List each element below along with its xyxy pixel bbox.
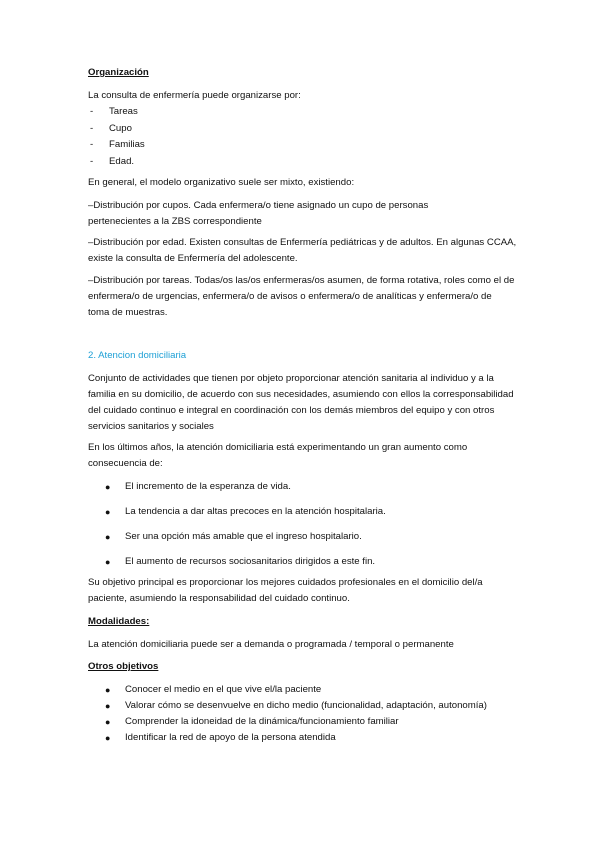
atencion-objetivo: Su objetivo principal es proporcionar los mejores cuidados profesionales en el domicilio del/a paciente, asumiendo la responsabilidad del cuidado continuo. xyxy=(88,577,483,604)
list-item: - Tareas xyxy=(88,104,518,121)
distribucion-edad: –Distribución por edad. Existen consultas de Enfermería pediátricas y de adultos. En algunas CCAA, existe la consulta de Enfermería del adolescente. xyxy=(88,237,517,264)
heading-modalidades: Modalidades: xyxy=(88,616,150,627)
modalidades-text: La atención domiciliaria puede ser a demanda o programada / temporal o permanente xyxy=(88,639,454,650)
heading-otros-objetivos: Otros objetivos xyxy=(88,661,159,672)
list-item: - Familias xyxy=(88,137,518,154)
bullet-icon: ● xyxy=(105,532,111,542)
distribucion-cupos: –Distribución por cupos. Cada enfermera/o tiene asignado un cupo de personas pertenecientes a la ZBS correspondiente xyxy=(88,200,429,227)
list-item: ● Valorar cómo se desenvuelve en dicho medio (funcionalidad, adaptación, autonomía) xyxy=(88,698,518,714)
list-item: ● El incremento de la esperanza de vida. xyxy=(88,479,518,504)
heading-organizacion: Organización xyxy=(88,67,149,78)
atencion-aumento: En los últimos años, la atención domiciliaria está experimentando un gran aumento como consecuencia de: xyxy=(88,442,468,469)
list-item: ● Ser una opción más amable que el ingreso hospitalario. xyxy=(88,529,518,554)
bullet-icon: ● xyxy=(105,701,111,711)
causas-list xyxy=(88,479,518,579)
list-item: ● Identificar la red de apoyo de la persona atendida xyxy=(88,730,518,746)
list-item: - Cupo xyxy=(88,121,518,138)
bullet-icon: ● xyxy=(105,482,111,492)
atencion-definition: Conjunto de actividades que tienen por objeto proporcionar atención sanitaria al individuo y a la familia en su domicilio, de acuerdo con sus necesidades, asumiendo con ellos la corresponsabilidad del cuidado continuo e integral en coordinación con los demás miembros del equipo y con otros servicios sanitarios y sociales xyxy=(88,373,514,432)
list-item: ● Comprender la idoneidad de la dinámica/funcionamiento familiar xyxy=(88,714,518,730)
bullet-icon: ● xyxy=(105,507,111,517)
list-item: ● Conocer el medio en el que vive el/la paciente xyxy=(88,682,518,698)
list-item: ● El aumento de recursos sociosanitarios dirigidos a este fin. xyxy=(88,554,518,579)
bullet-icon: ● xyxy=(105,733,111,743)
organizacion-intro: La consulta de enfermería puede organizarse por: xyxy=(88,90,301,101)
bullet-icon: ● xyxy=(105,685,111,695)
list-item: ● La tendencia a dar altas precoces en la atención hospitalaria. xyxy=(88,504,518,529)
list-item: - Edad. xyxy=(88,154,518,171)
organizacion-general: En general, el modelo organizativo suele ser mixto, existiendo: xyxy=(88,177,355,188)
otros-objetivos-list xyxy=(88,682,518,746)
organizacion-list xyxy=(88,104,518,170)
distribucion-tareas: –Distribución por tareas. Todas/os las/os enfermeras/os asumen, de forma rotativa, roles como el de enfermera/o de urgencias, enfermera/o de avisos o enfermera/o de analíticas y enfermera/o de toma de muestras. xyxy=(88,275,515,318)
bullet-icon: ● xyxy=(105,557,111,567)
heading-atencion-domiciliaria: 2. Atencion domiciliaria xyxy=(88,350,187,361)
bullet-icon: ● xyxy=(105,717,111,727)
